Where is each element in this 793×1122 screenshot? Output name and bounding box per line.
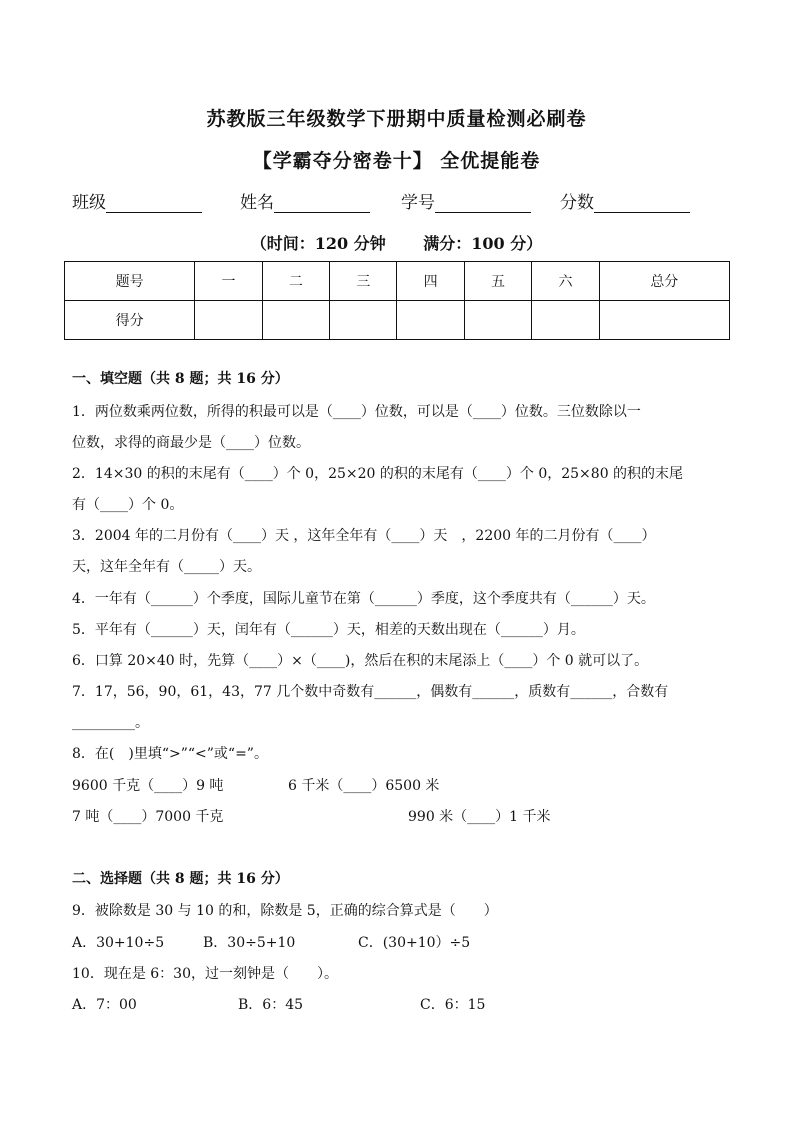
page-subtitle: 【学霸夺分密卷十】 全优提能卷 [252, 150, 541, 172]
score-cell[interactable] [262, 301, 329, 340]
question-9: 9．被除数是 30 与 10 的和，除数是 5，正确的综合算式是（ ） [72, 903, 498, 919]
q10-option-a[interactable]: A．7：00 [72, 997, 137, 1013]
question-line: 天，这年全年有（_____）天。 [72, 559, 261, 575]
score-cell[interactable] [330, 301, 397, 340]
q8-item-c: 7 吨（____）7000 千克 [72, 809, 224, 825]
q9-option-b[interactable]: B．30÷5+10 [203, 935, 296, 951]
question-line: _________。 [72, 715, 149, 731]
question-line: 8．在( )里填“>”“<”或“=”。 [72, 746, 268, 762]
question-line: 7．17，56，90，61，43，77 几个数中奇数有______，偶数有______，质数有______，合数有 [72, 684, 669, 700]
question-10: 10．现在是 6：30，过一刻钟是（ ）。 [72, 966, 338, 982]
question-line: 4．一年有（______）个季度，国际儿童节在第（______）季度，这个季度共有（______）天。 [72, 591, 655, 607]
q10-option-b[interactable]: B．6：45 [238, 997, 304, 1013]
question-line: 2．14×30 的积的末尾有（____）个 0，25×20 的积的末尾有（____）个 0，25×80 的积的末尾 [72, 466, 684, 482]
q8-item-b: 6 千米（____）6500 米 [288, 778, 440, 794]
name-field [240, 188, 370, 213]
table-header-cell: 一 [195, 262, 262, 301]
question-line: 6．口算 20×40 时，先算（____）×（____)，然后在积的末尾添上（____）个 0 就可以了。 [72, 653, 649, 669]
class-label: 班级 [72, 193, 106, 213]
table-header-cell: 五 [464, 262, 531, 301]
q10-option-c[interactable]: C．6：15 [420, 997, 486, 1013]
q9-option-c[interactable]: C．(30+10）÷5 [358, 935, 471, 951]
table-header-cell: 题号 [65, 262, 195, 301]
score-table-score-row [65, 301, 730, 340]
q8-item-a: 9600 千克（____）9 吨 [72, 778, 224, 794]
table-header-cell: 四 [397, 262, 464, 301]
q8-item-d: 990 米（____）1 千米 [408, 809, 551, 825]
score-blank[interactable] [594, 194, 690, 213]
score-cell[interactable] [464, 301, 531, 340]
score-cell[interactable] [532, 301, 599, 340]
question-line: 5．平年有（______）天，闰年有（______）天，相差的天数出现在（______）月。 [72, 622, 585, 638]
score-row-label: 得分 [65, 301, 195, 340]
question-line: 1．两位数乘两位数，所得的积最可以是（____）位数，可以是（____）位数。三位数除以一 [72, 404, 641, 420]
score-cell[interactable] [195, 301, 262, 340]
question-line: 3．2004 年的二月份有（____）天 ，这年全年有（____）天 ，2200 年的二月份有（____） [72, 528, 656, 544]
score-cell[interactable] [599, 301, 729, 340]
name-blank[interactable] [274, 194, 370, 213]
score-cell[interactable] [397, 301, 464, 340]
score-label: 分数 [560, 193, 594, 213]
class-blank[interactable] [106, 194, 202, 213]
student-number-label: 学号 [401, 193, 435, 213]
score-table-header-row [65, 262, 730, 301]
question-line: 有（____）个 0。 [72, 497, 184, 513]
table-header-cell: 总分 [599, 262, 729, 301]
table-header-cell: 二 [262, 262, 329, 301]
table-header-cell: 三 [330, 262, 397, 301]
section2-heading: 二、选择题（共 8 题；共 16 分） [72, 871, 289, 887]
score-field [560, 188, 690, 213]
class-field [72, 188, 202, 213]
question-line: 位数，求得的商最少是（____）位数。 [72, 435, 310, 451]
student-number-field [401, 188, 531, 213]
table-header-cell: 六 [532, 262, 599, 301]
page-title: 苏教版三年级数学下册期中质量检测必刷卷 [206, 108, 587, 130]
section1-heading: 一、填空题（共 8 题；共 16 分） [72, 371, 289, 387]
name-label: 姓名 [240, 193, 274, 213]
q9-option-a[interactable]: A．30+10÷5 [72, 935, 165, 951]
student-number-blank[interactable] [435, 194, 531, 213]
score-table [64, 261, 730, 340]
time-info: （时间：120 分钟 满分：100 分） [250, 234, 543, 253]
